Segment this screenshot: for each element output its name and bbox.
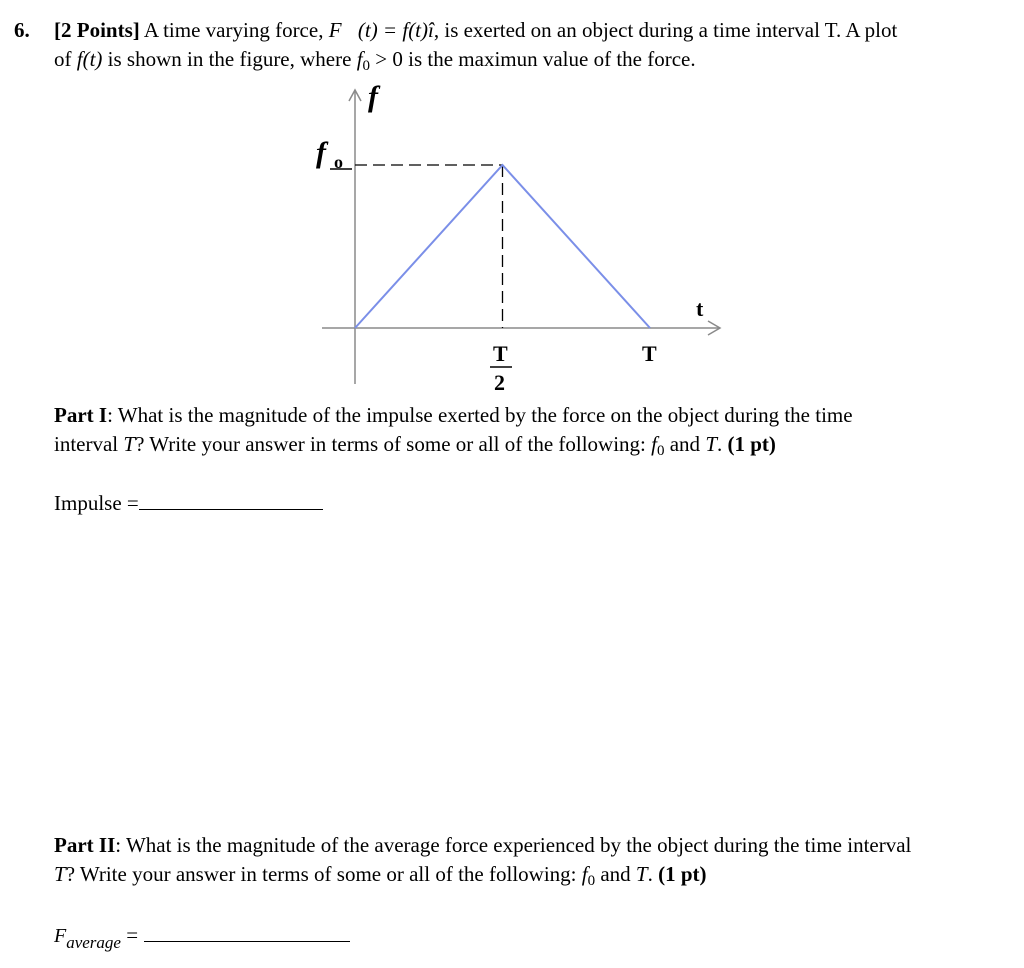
question-text-4: is shown in the figure, where <box>102 47 357 71</box>
part-1-label: Part I <box>54 403 108 427</box>
part-2-points: (1 pt) <box>658 862 707 886</box>
part-2-line-2 <box>54 860 1004 896</box>
average-force-subscript: average <box>66 933 121 952</box>
tick-label-half-denominator: 2 <box>494 370 505 395</box>
question-6 <box>14 16 1004 81</box>
question-text-1: A time varying force, <box>139 18 329 42</box>
part-1-f0-subscript: 0 <box>656 443 665 459</box>
question-text-3: of <box>54 47 77 71</box>
average-force-answer-blank[interactable] <box>144 921 350 942</box>
plot-labels <box>316 80 704 395</box>
part-2-line-1 <box>54 831 1004 860</box>
question-text-5: > 0 is the maximun value of the force. <box>370 47 696 71</box>
plot-axes <box>322 90 720 384</box>
part-2-T2: T <box>635 862 648 886</box>
tick-label-half-numerator: T <box>493 341 508 366</box>
part-2-T: T <box>54 862 66 886</box>
f0-symbol: f <box>356 47 363 71</box>
part-2 <box>54 831 1004 896</box>
part-2-f0-subscript: 0 <box>587 873 596 889</box>
part-1-line-1 <box>54 401 1004 430</box>
part-1-line-2 <box>54 430 1004 466</box>
question-line-2 <box>14 45 1004 81</box>
average-force-equals: = <box>120 923 139 947</box>
part-2-and: and <box>595 862 636 886</box>
question-line-1 <box>14 16 1004 45</box>
question-number: 6. <box>14 18 30 42</box>
question-text-2: , is exerted on an object during a time interval T. A plot <box>433 18 898 42</box>
plot-guides <box>330 165 503 328</box>
force-time-graph <box>300 78 740 398</box>
part-2-text-a: : What is the magnitude of the average force experienced by the object during the time interval <box>115 833 912 857</box>
peak-label-f: f <box>316 136 326 169</box>
tick-label-end: T <box>642 341 657 366</box>
function-f-of-t: f(t) <box>76 47 103 71</box>
question-points: [2 Points] <box>54 18 140 42</box>
part-2-dot: . <box>647 862 659 886</box>
part-1-T2: T <box>705 432 717 456</box>
part-1-text-c: ? Write your answer in terms of some or all of the following: <box>135 432 652 456</box>
part-1 <box>54 401 1004 466</box>
part-1-text-a: : What is the magnitude of the impulse exerted by the force on the object during the time <box>107 403 853 427</box>
force-vector-expression: F⃗(t) = f(t)î <box>328 18 434 42</box>
impulse-label: Impulse = <box>54 491 139 515</box>
part-1-points: (1 pt) <box>727 432 776 456</box>
average-force-answer <box>54 921 350 957</box>
peak-label-subscript: o <box>334 152 343 172</box>
average-force-symbol: F <box>54 925 67 947</box>
x-axis-label: t <box>696 296 704 321</box>
force-time-plot <box>300 78 740 398</box>
f0-subscript: 0 <box>362 58 371 74</box>
y-axis-label: f <box>368 80 378 113</box>
impulse-answer-blank[interactable] <box>139 489 323 510</box>
part-1-T: T <box>123 432 136 456</box>
part-1-dot: . <box>717 432 728 456</box>
part-1-text-b: interval <box>54 432 124 456</box>
part-2-label: Part II <box>54 833 116 857</box>
impulse-answer <box>54 489 323 518</box>
part-1-and: and <box>664 432 706 456</box>
part-2-text-b: ? Write your answer in terms of some or all of the following: <box>65 862 582 886</box>
part-2-f0: f <box>581 862 588 886</box>
part-1-f0: f <box>651 432 657 456</box>
